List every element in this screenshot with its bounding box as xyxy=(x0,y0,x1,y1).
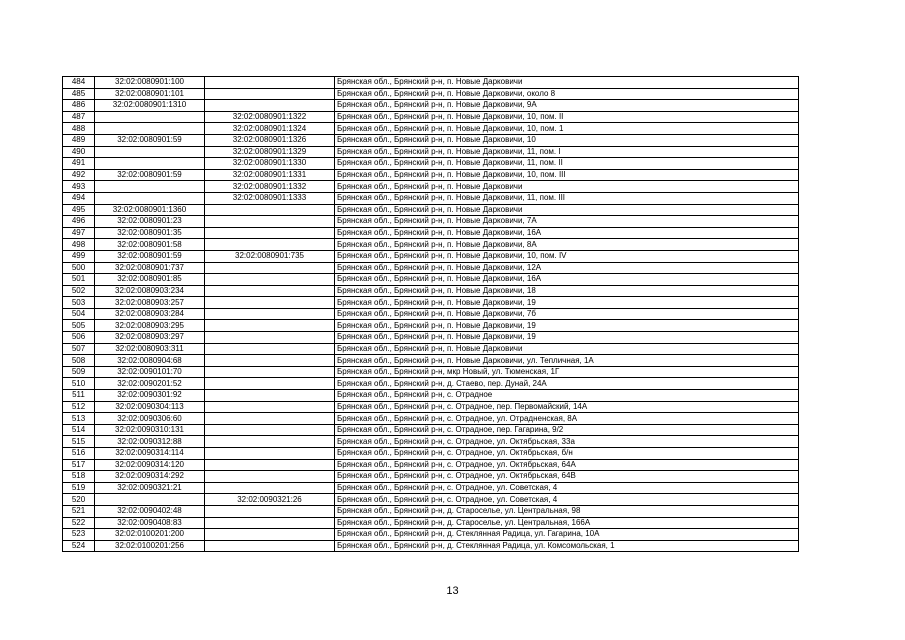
cadastral-number-cell: 32:02:0080901:101 xyxy=(95,88,205,100)
cadastral-number-cell: 32:02:0080901:35 xyxy=(95,227,205,239)
address-cell: Брянская обл., Брянский р-н, с. Отрадное, ул. Октябрьская, б/н xyxy=(335,448,799,460)
table-row xyxy=(63,378,799,390)
cadastral-number-cell: 32:02:0100201:200 xyxy=(95,529,205,541)
row-number-cell: 516 xyxy=(63,448,95,460)
object-cadastral-number-cell xyxy=(205,355,335,367)
table-row xyxy=(63,88,799,100)
address-cell: Брянская обл., Брянский р-н, п. Новые Дарковичи, ул. Тепличная, 1А xyxy=(335,355,799,367)
address-cell: Брянская обл., Брянский р-н, с. Отрадное, ул. Советская, 4 xyxy=(335,494,799,506)
object-cadastral-number-cell xyxy=(205,471,335,483)
address-cell: Брянская обл., Брянский р-н, п. Новые Дарковичи, 19 xyxy=(335,320,799,332)
address-cell: Брянская обл., Брянский р-н, п. Новые Дарковичи, 10 xyxy=(335,134,799,146)
row-number-cell: 492 xyxy=(63,169,95,181)
address-cell: Брянская обл., Брянский р-н, п. Новые Дарковичи, 8А xyxy=(335,239,799,251)
row-number-cell: 489 xyxy=(63,134,95,146)
address-cell: Брянская обл., Брянский р-н, п. Новые Дарковичи xyxy=(335,204,799,216)
table-row xyxy=(63,158,799,170)
table-row xyxy=(63,216,799,228)
row-number-cell: 511 xyxy=(63,390,95,402)
object-cadastral-number-cell xyxy=(205,529,335,541)
cadastral-number-cell: 32:02:0090314:292 xyxy=(95,471,205,483)
table-row xyxy=(63,239,799,251)
row-number-cell: 500 xyxy=(63,262,95,274)
row-number-cell: 518 xyxy=(63,471,95,483)
table-row xyxy=(63,123,799,135)
cadastral-number-cell: 32:02:0090304:113 xyxy=(95,401,205,413)
object-cadastral-number-cell xyxy=(205,100,335,112)
cadastral-number-cell: 32:02:0080901:59 xyxy=(95,169,205,181)
cadastral-number-cell: 32:02:0090201:52 xyxy=(95,378,205,390)
table-row xyxy=(63,540,799,552)
table-row xyxy=(63,134,799,146)
address-cell: Брянская обл., Брянский р-н, с. Отрадное, пер. Первомайский, 14А xyxy=(335,401,799,413)
address-cell: Брянская обл., Брянский р-н, д. Староселье, ул. Центральная, 98 xyxy=(335,505,799,517)
cadastral-number-cell: 32:02:0090101:70 xyxy=(95,366,205,378)
table-row xyxy=(63,100,799,112)
cadastral-number-cell: 32:02:0100201:256 xyxy=(95,540,205,552)
table-row xyxy=(63,332,799,344)
table-row xyxy=(63,424,799,436)
table-row xyxy=(63,111,799,123)
cadastral-number-cell: 32:02:0080901:737 xyxy=(95,262,205,274)
registry-table xyxy=(62,76,799,552)
object-cadastral-number-cell xyxy=(205,448,335,460)
row-number-cell: 520 xyxy=(63,494,95,506)
row-number-cell: 512 xyxy=(63,401,95,413)
object-cadastral-number-cell xyxy=(205,366,335,378)
object-cadastral-number-cell xyxy=(205,505,335,517)
table-row xyxy=(63,494,799,506)
object-cadastral-number-cell: 32:02:0080901:1322 xyxy=(205,111,335,123)
address-cell: Брянская обл., Брянский р-н, д. Староселье, ул. Центральная, 166А xyxy=(335,517,799,529)
cadastral-number-cell: 32:02:0080903:234 xyxy=(95,285,205,297)
row-number-cell: 494 xyxy=(63,192,95,204)
row-number-cell: 521 xyxy=(63,505,95,517)
cadastral-number-cell: 32:02:0090306:60 xyxy=(95,413,205,425)
object-cadastral-number-cell xyxy=(205,227,335,239)
row-number-cell: 498 xyxy=(63,239,95,251)
cadastral-number-cell: 32:02:0090321:21 xyxy=(95,482,205,494)
table-row xyxy=(63,482,799,494)
cadastral-number-cell: 32:02:0090408:83 xyxy=(95,517,205,529)
cadastral-number-cell xyxy=(95,123,205,135)
object-cadastral-number-cell xyxy=(205,297,335,309)
row-number-cell: 522 xyxy=(63,517,95,529)
cadastral-number-cell: 32:02:0090301:92 xyxy=(95,390,205,402)
table-row xyxy=(63,448,799,460)
object-cadastral-number-cell xyxy=(205,459,335,471)
address-cell: Брянская обл., Брянский р-н, п. Новые Дарковичи xyxy=(335,181,799,193)
table-row xyxy=(63,227,799,239)
address-cell: Брянская обл., Брянский р-н, п. Новые Дарковичи, 10, пом. III xyxy=(335,169,799,181)
object-cadastral-number-cell xyxy=(205,285,335,297)
cadastral-number-cell xyxy=(95,146,205,158)
cadastral-number-cell xyxy=(95,111,205,123)
object-cadastral-number-cell xyxy=(205,204,335,216)
cadastral-number-cell: 32:02:0090314:120 xyxy=(95,459,205,471)
object-cadastral-number-cell xyxy=(205,378,335,390)
address-cell: Брянская обл., Брянский р-н, п. Новые Дарковичи, 11, пом. I xyxy=(335,146,799,158)
row-number-cell: 485 xyxy=(63,88,95,100)
cadastral-number-cell: 32:02:0080903:295 xyxy=(95,320,205,332)
table-row xyxy=(63,355,799,367)
object-cadastral-number-cell xyxy=(205,77,335,89)
object-cadastral-number-cell xyxy=(205,413,335,425)
row-number-cell: 488 xyxy=(63,123,95,135)
row-number-cell: 493 xyxy=(63,181,95,193)
row-number-cell: 508 xyxy=(63,355,95,367)
address-cell: Брянская обл., Брянский р-н, п. Новые Дарковичи, 19 xyxy=(335,332,799,344)
address-cell: Брянская обл., Брянский р-н, п. Новые Дарковичи, 9А xyxy=(335,100,799,112)
address-cell: Брянская обл., Брянский р-н, п. Новые Дарковичи xyxy=(335,343,799,355)
cadastral-number-cell: 32:02:0080901:58 xyxy=(95,239,205,251)
table-row xyxy=(63,169,799,181)
table-row xyxy=(63,274,799,286)
object-cadastral-number-cell: 32:02:0080901:735 xyxy=(205,250,335,262)
object-cadastral-number-cell: 32:02:0080901:1333 xyxy=(205,192,335,204)
address-cell: Брянская обл., Брянский р-н, п. Новые Дарковичи, 16А xyxy=(335,227,799,239)
table-row xyxy=(63,192,799,204)
cadastral-number-cell xyxy=(95,494,205,506)
cadastral-number-cell: 32:02:0080901:59 xyxy=(95,250,205,262)
cadastral-number-cell xyxy=(95,158,205,170)
table-row xyxy=(63,366,799,378)
object-cadastral-number-cell xyxy=(205,320,335,332)
row-number-cell: 496 xyxy=(63,216,95,228)
object-cadastral-number-cell xyxy=(205,332,335,344)
address-cell: Брянская обл., Брянский р-н, п. Новые Дарковичи, 16А xyxy=(335,274,799,286)
object-cadastral-number-cell xyxy=(205,540,335,552)
address-cell: Брянская обл., Брянский р-н, п. Новые Дарковичи, 7А xyxy=(335,216,799,228)
address-cell: Брянская обл., Брянский р-н, с. Отрадное, ул. Советская, 4 xyxy=(335,482,799,494)
object-cadastral-number-cell: 32:02:0080901:1326 xyxy=(205,134,335,146)
cadastral-number-cell: 32:02:0080901:1310 xyxy=(95,100,205,112)
address-cell: Брянская обл., Брянский р-н, п. Новые Дарковичи, 10, пом. II xyxy=(335,111,799,123)
row-number-cell: 506 xyxy=(63,332,95,344)
address-cell: Брянская обл., Брянский р-н, п. Новые Дарковичи, 19 xyxy=(335,297,799,309)
cadastral-number-cell: 32:02:0080903:297 xyxy=(95,332,205,344)
address-cell: Брянская обл., Брянский р-н, с. Отрадное, ул. Октябрьская, 64В xyxy=(335,471,799,483)
cadastral-number-cell: 32:02:0080901:59 xyxy=(95,134,205,146)
row-number-cell: 503 xyxy=(63,297,95,309)
row-number-cell: 523 xyxy=(63,529,95,541)
table-row xyxy=(63,401,799,413)
table-row xyxy=(63,181,799,193)
row-number-cell: 507 xyxy=(63,343,95,355)
address-cell: Брянская обл., Брянский р-н, с. Отрадное, пер. Гагарина, 9/2 xyxy=(335,424,799,436)
table-row xyxy=(63,308,799,320)
row-number-cell: 484 xyxy=(63,77,95,89)
object-cadastral-number-cell xyxy=(205,216,335,228)
address-cell: Брянская обл., Брянский р-н, п. Новые Дарковичи, 11, пом. III xyxy=(335,192,799,204)
row-number-cell: 502 xyxy=(63,285,95,297)
address-cell: Брянская обл., Брянский р-н, п. Новые Дарковичи, 10, пом. 1 xyxy=(335,123,799,135)
object-cadastral-number-cell xyxy=(205,482,335,494)
address-cell: Брянская обл., Брянский р-н, д. Стаево, пер. Дунай, 24А xyxy=(335,378,799,390)
address-cell: Брянская обл., Брянский р-н, д. Стеклянная Радица, ул. Гагарина, 10А xyxy=(335,529,799,541)
object-cadastral-number-cell xyxy=(205,424,335,436)
table-row xyxy=(63,436,799,448)
object-cadastral-number-cell xyxy=(205,88,335,100)
table-row xyxy=(63,250,799,262)
table-row xyxy=(63,529,799,541)
object-cadastral-number-cell xyxy=(205,517,335,529)
object-cadastral-number-cell xyxy=(205,262,335,274)
cadastral-number-cell: 32:02:0090310:131 xyxy=(95,424,205,436)
table-row xyxy=(63,262,799,274)
row-number-cell: 517 xyxy=(63,459,95,471)
table-row xyxy=(63,413,799,425)
address-cell: Брянская обл., Брянский р-н, п. Новые Дарковичи, 10, пом. IV xyxy=(335,250,799,262)
address-cell: Брянская обл., Брянский р-н, п. Новые Дарковичи, 12А xyxy=(335,262,799,274)
object-cadastral-number-cell xyxy=(205,343,335,355)
table-row xyxy=(63,146,799,158)
address-cell: Брянская обл., Брянский р-н, п. Новые Дарковичи, около 8 xyxy=(335,88,799,100)
cadastral-number-cell: 32:02:0080901:100 xyxy=(95,77,205,89)
table-row xyxy=(63,204,799,216)
table-row xyxy=(63,343,799,355)
cadastral-number-cell: 32:02:0080901:85 xyxy=(95,274,205,286)
object-cadastral-number-cell xyxy=(205,308,335,320)
address-cell: Брянская обл., Брянский р-н, мкр Новый, ул. Тюменская, 1Г xyxy=(335,366,799,378)
row-number-cell: 501 xyxy=(63,274,95,286)
row-number-cell: 490 xyxy=(63,146,95,158)
object-cadastral-number-cell xyxy=(205,239,335,251)
page-number: 13 xyxy=(446,585,459,597)
cadastral-number-cell: 32:02:0080903:284 xyxy=(95,308,205,320)
address-cell: Брянская обл., Брянский р-н, п. Новые Дарковичи xyxy=(335,77,799,89)
object-cadastral-number-cell: 32:02:0080901:1332 xyxy=(205,181,335,193)
object-cadastral-number-cell: 32:02:0080901:1330 xyxy=(205,158,335,170)
address-cell: Брянская обл., Брянский р-н, с. Отрадное, ул. Октябрьская, 64А xyxy=(335,459,799,471)
registry-table-body xyxy=(63,77,799,552)
object-cadastral-number-cell xyxy=(205,390,335,402)
row-number-cell: 491 xyxy=(63,158,95,170)
row-number-cell: 509 xyxy=(63,366,95,378)
row-number-cell: 519 xyxy=(63,482,95,494)
object-cadastral-number-cell: 32:02:0090321:26 xyxy=(205,494,335,506)
address-cell: Брянская обл., Брянский р-н, с. Отрадное, ул. Октябрьская, 33а xyxy=(335,436,799,448)
cadastral-number-cell: 32:02:0080901:1360 xyxy=(95,204,205,216)
cadastral-number-cell: 32:02:0080904:68 xyxy=(95,355,205,367)
cadastral-number-cell: 32:02:0080903:257 xyxy=(95,297,205,309)
table-row xyxy=(63,517,799,529)
table-row xyxy=(63,297,799,309)
row-number-cell: 499 xyxy=(63,250,95,262)
row-number-cell: 510 xyxy=(63,378,95,390)
object-cadastral-number-cell xyxy=(205,274,335,286)
cadastral-number-cell: 32:02:0090312:88 xyxy=(95,436,205,448)
cadastral-number-cell: 32:02:0090402:48 xyxy=(95,505,205,517)
object-cadastral-number-cell xyxy=(205,401,335,413)
row-number-cell: 497 xyxy=(63,227,95,239)
table-row xyxy=(63,77,799,89)
address-cell: Брянская обл., Брянский р-н, п. Новые Дарковичи, 18 xyxy=(335,285,799,297)
cadastral-number-cell xyxy=(95,181,205,193)
table-row xyxy=(63,320,799,332)
address-cell: Брянская обл., Брянский р-н, д. Стеклянная Радица, ул. Комсомольская, 1 xyxy=(335,540,799,552)
row-number-cell: 524 xyxy=(63,540,95,552)
row-number-cell: 486 xyxy=(63,100,95,112)
table-row xyxy=(63,471,799,483)
cadastral-number-cell: 32:02:0080901:23 xyxy=(95,216,205,228)
table-row xyxy=(63,285,799,297)
table-row xyxy=(63,459,799,471)
row-number-cell: 514 xyxy=(63,424,95,436)
row-number-cell: 513 xyxy=(63,413,95,425)
object-cadastral-number-cell: 32:02:0080901:1331 xyxy=(205,169,335,181)
row-number-cell: 487 xyxy=(63,111,95,123)
address-cell: Брянская обл., Брянский р-н, п. Новые Дарковичи, 7б xyxy=(335,308,799,320)
cadastral-number-cell: 32:02:0080903:311 xyxy=(95,343,205,355)
cadastral-number-cell xyxy=(95,192,205,204)
table-row xyxy=(63,390,799,402)
address-cell: Брянская обл., Брянский р-н, п. Новые Дарковичи, 11, пом. II xyxy=(335,158,799,170)
address-cell: Брянская обл., Брянский р-н, с. Отрадное xyxy=(335,390,799,402)
object-cadastral-number-cell xyxy=(205,436,335,448)
row-number-cell: 495 xyxy=(63,204,95,216)
table-row xyxy=(63,505,799,517)
object-cadastral-number-cell: 32:02:0080901:1324 xyxy=(205,123,335,135)
row-number-cell: 515 xyxy=(63,436,95,448)
row-number-cell: 504 xyxy=(63,308,95,320)
address-cell: Брянская обл., Брянский р-н, с. Отрадное, ул. Отрадненская, 8А xyxy=(335,413,799,425)
row-number-cell: 505 xyxy=(63,320,95,332)
object-cadastral-number-cell: 32:02:0080901:1329 xyxy=(205,146,335,158)
cadastral-number-cell: 32:02:0090314:114 xyxy=(95,448,205,460)
